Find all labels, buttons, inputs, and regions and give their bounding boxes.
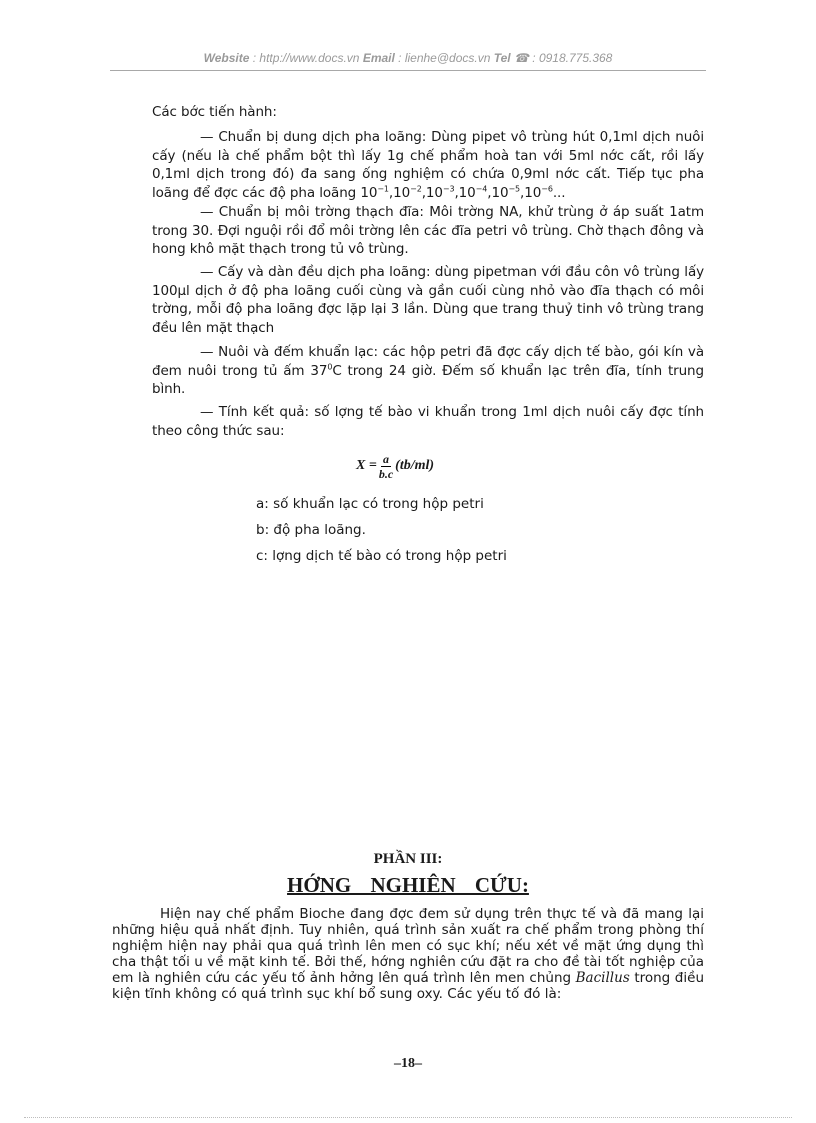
step-incubate: — Nuôi và đếm khuẩn lạc: các hộp petri đã đợc cấy dịch tế bào, gói kín và đem nuôi trong tủ ấm $37^0C$ trong 24 giờ. Đếm số khuẩn lạc trên đĩa, tính trung bình. [152,344,704,397]
step-dilution: — Chuẩn bị dung dịch pha loãng: Dùng pipet vô trùng hút 0,1ml dịch nuôi cấy (nếu là chế phẩm bột thì lấy 1g chế phẩm hoà tan với 5ml nớc cất, rồi lấy 0,1ml dịch trong đó) đa sang ống nghiệm có chứa 0,9ml nớc cất. Tiếp tục pha loãng để đợc các độ pha loãng $10^{-1},10^{-2},10^{-3},10^{-4},10^{-5},10^{-6}$... [152,129,704,201]
step-calculate: — Tính kết quả: số lợng tế bào vi khuẩn trong 1ml dịch nuôi cấy đợc tính theo công thức sau: [152,404,704,439]
footer-divider [24,1117,792,1118]
definition-c: c: lợng dịch tế bào có trong hộp petri [256,548,507,564]
definition-b: b: độ pha loãng. [256,522,366,538]
formula-unit: (tb/ml) [395,458,435,473]
section-label: PHẦN III: [373,851,443,867]
header-divider [110,70,706,71]
formula-lhs: X = [356,458,377,473]
step-medium: — Chuẩn bị môi trờng thạch đĩa: Môi trờng NA, khử trùng ở áp suất 1atm trong 30. Đợi nguội rồi đổ môi trờng lên các đĩa petri vô trùng. Chờ thạch đông và hong khô mặt thạch trong tủ vô trùng. [152,204,704,257]
cell-count-formula [356,446,434,486]
page-number: –18– [394,1056,422,1071]
formula-numerator: a [382,451,389,466]
formula-denominator: b.c [378,466,394,481]
tel-number: : 0918.775.368 [528,51,613,65]
procedure-heading: Các bớc tiến hành: [152,104,277,120]
genus-name: Bacillus [575,970,630,986]
section-title: HỚNG NGHIÊN CỨU: [287,873,529,897]
step-spread: — Cấy và dàn đều dịch pha loãng: dùng pipetman với đầu côn vô trùng lấy 100µl dịch ở độ pha loãng cuối cùng và gần cuối cùng nhỏ vào đĩa thạch có môi trờng, mỗi độ pha loãng đợc lặp lại 3 lần. Dùng que trang thuỷ tinh vô trùng trang đều lên mặt thạch [152,264,704,336]
email-label: Email [362,51,395,65]
website-url[interactable]: : http://www.docs.vn [249,51,363,65]
website-label: Website [203,51,250,65]
formula-fraction [379,452,393,481]
definition-a: a: số khuẩn lạc có trong hộp petri [256,496,484,512]
email-address[interactable]: : lienhe@docs.vn [394,51,494,65]
section-body: Hiện nay chế phẩm Bioche đang đợc đem sử dụng trên thực tế và đã mang lại những hiệu quả nhất định. Tuy nhiên, quá trình sản xuất ra chế phẩm trong phòng thí nghiệm hiện nay phải qua quá trình lên men có sục khí; nếu xét về mặt ứng dụng thì cha thật tối u về mặt kinh tế. Bởi thế, hớng nghiên cứu đặt ra cho đề tài tốt nghiệp của em là nghiên cứu các yếu tố ảnh hởng lên quá trình lên men chủng Bacillus trong điều kiện tĩnh không có quá trình sục khí bổ sung oxy. Các yếu tố đó là: [112,906,704,1002]
page-header [110,51,706,65]
phone-icon: ☎ [513,51,529,65]
tel-label: Tel [493,51,511,65]
